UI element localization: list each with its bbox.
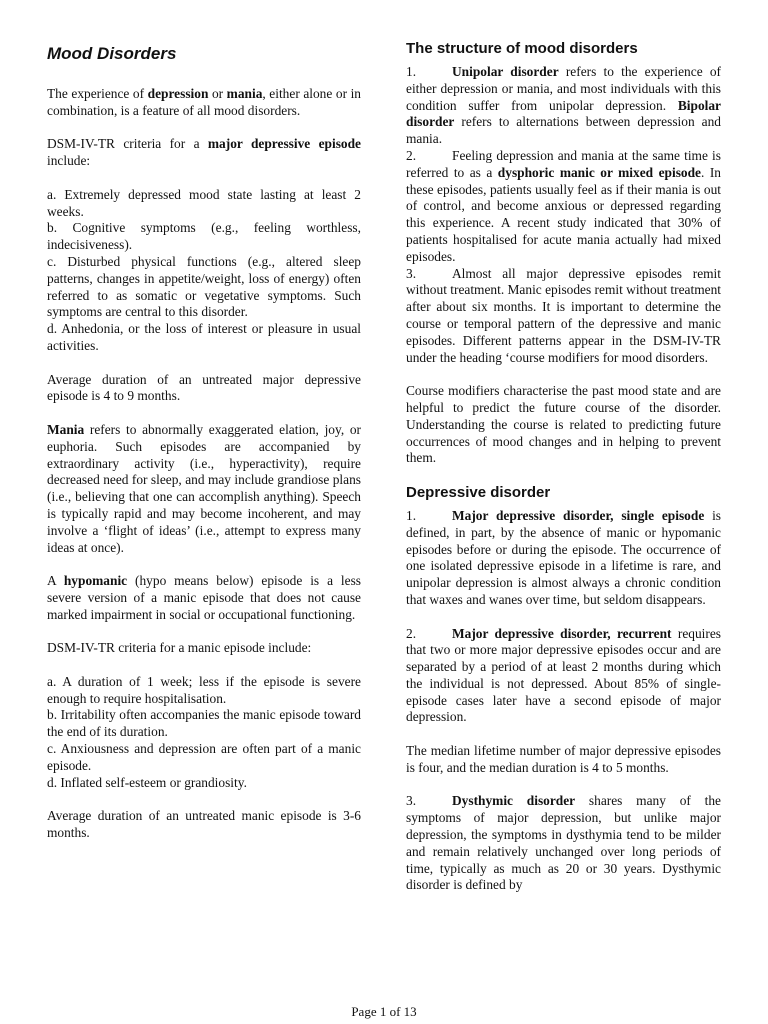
manic-criterion-a: a. A duration of 1 week; less if the episode is severe enough to require hospitalisation. bbox=[47, 673, 361, 706]
manic-duration-paragraph: Average duration of an untreated manic episode is 3-6 months. bbox=[47, 808, 361, 841]
page-title: Mood Disorders bbox=[47, 44, 177, 63]
hypomanic-paragraph: A hypomanic (hypo means below) episode is a less severe version of a manic episode that does not cause marked impairment in social or occupational functioning. bbox=[47, 573, 362, 622]
left-column bbox=[47, 40, 361, 859]
manic-criteria-intro: DSM-IV-TR criteria for a manic episode include: bbox=[47, 640, 312, 656]
structure-item-1: 1. Unipolar disorder refers to the experience of either depression or mania, and most individuals with this condition suffer from unipolar depression. Bipolar disorder refers to alternations between depression and mania. bbox=[406, 64, 721, 147]
structure-item-2: 2. Feeling depression and mania at the same time is referred to as a dysphoric manic or mixed episode. In these episodes, patients usually feel as if their mania is out of control, and become anxious or depressed regarding this experience. A recent study indicated that 30% of patients hospitalised for acute mania actually had mixed episodes. bbox=[406, 147, 721, 264]
mania-paragraph: Mania refers to abnormally exaggerated elation, joy, or euphoria. Such episodes are accompanied by extraordinary activity (i.e., hyperactivity), require decreased need for sleep, and may include grandiose plans (i.e., believing that one can accomplish anything). Speech is typically rapid and may become incoherent, and may involve a ‘flight of ideas’ (i.e., attempt to express many ideas at once). bbox=[47, 421, 361, 555]
mde-criteria-intro: DSM-IV-TR criteria for a major depressive episode include: bbox=[47, 136, 361, 169]
mde-duration-paragraph: Average duration of an untreated major depressive episode is 4 to 9 months. bbox=[47, 371, 361, 404]
manic-criterion-d: d. Inflated self-esteem or grandiosity. bbox=[47, 774, 247, 790]
manic-criterion-b: b. Irritability often accompanies the manic episode toward the end of its duration. bbox=[47, 707, 361, 740]
mde-criterion-c: c. Disturbed physical functions (e.g., altered sleep patterns, changes in appetite/weight, loss of energy) often referred to as somatic or vegetative symptoms. Such symptoms are central to this disorder. bbox=[47, 253, 361, 320]
mde-criterion-a: a. Extremely depressed mood state lasting at least 2 weeks. bbox=[47, 186, 361, 219]
mde-criterion-d: d. Anhedonia, or the loss of interest or pleasure in usual activities. bbox=[47, 321, 361, 353]
median-paragraph: The median lifetime number of major depressive episodes is four, and the median duration is 4 to 5 months. bbox=[406, 743, 721, 775]
structure-item-3: 3. Almost all major depressive episodes remit without treatment. Manic episodes remit without treatment after about six months. It is important to determine the course or temporal pattern of the depressive and manic episodes. Different patterns appear in the DSM-IV-TR under the heading ‘course modifiers for mood disorders. bbox=[406, 265, 721, 365]
page-footer: Page 1 of 13 bbox=[351, 1004, 417, 1019]
depressive-disorder-heading: Depressive disorder bbox=[406, 483, 551, 501]
intro-paragraph: The experience of depression or mania, either alone or in combination, is a feature of all mood disorders. bbox=[47, 86, 361, 118]
structure-heading: The structure of mood disorders bbox=[406, 40, 638, 57]
mde-criterion-b: b. Cognitive symptoms (e.g., feeling worthless, indecisiveness). bbox=[47, 220, 361, 253]
manic-criterion-c: c. Anxiousness and depression are often part of a manic episode. bbox=[47, 741, 361, 773]
depressive-item-2: 2. Major depressive disorder, recurrent requires that two or more major depressive episodes occur and are separated by a period of at least 2 months during which the individual is not depressed. About 85% of single-episode cases later have a second episode of major depression. bbox=[406, 625, 721, 725]
course-modifiers-paragraph: Course modifiers characterise the past mood state and are helpful to predict the future course of the disorder. Understanding the course is related to predicting future occurrences of mood changes and in helping to prevent them. bbox=[406, 383, 721, 466]
right-column bbox=[406, 40, 721, 894]
depressive-item-3: 3. Dysthymic disorder shares many of the symptoms of major depression, but unlike major depression, the symptoms in dysthymia tend to be milder and remain relatively unchanged over long periods of time, typically as much as 20 or 30 years. Dysthymic disorder is defined by bbox=[406, 793, 721, 893]
depressive-item-1: 1. Major depressive disorder, single episode is defined, in part, by the absence of manic or hypomanic episodes before or during the episode. The occurrence of one isolated depressive episode in a lifetime is rare, and unipolar depression is almost always a chronic condition that waxes and wanes over time, but seldom disappears. bbox=[406, 507, 721, 607]
